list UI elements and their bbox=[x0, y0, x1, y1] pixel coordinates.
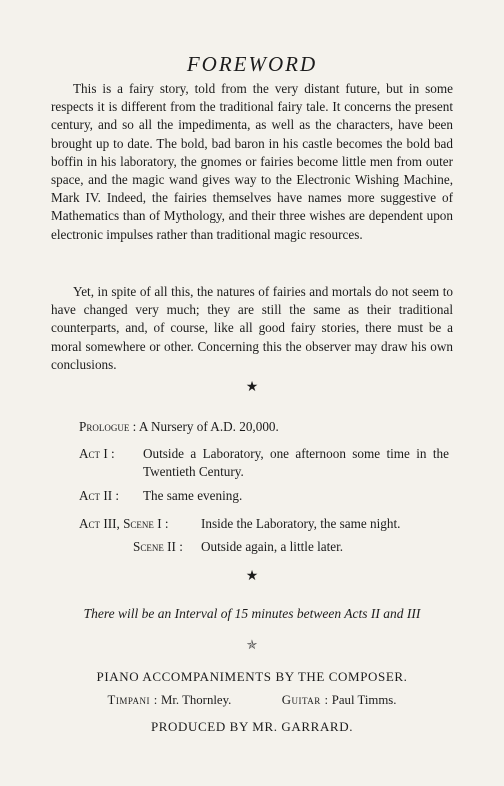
foreword-text-2: Yet, in spite of all this, the natures of fairies and mortals do not seem to have changed very much; they are still the same as their traditional counterparts, and, of course, like all good fairy stories, there must be a moral somewhere or other. Concerning this the observer may draw his own conclusions. bbox=[51, 284, 453, 372]
page-title: FOREWORD bbox=[186, 52, 318, 76]
guitar-label: Guitar : bbox=[281, 693, 329, 707]
foreword-text-1: This is a fairy story, told from the very distant future, but in some respects it is different from the traditional fairy tale. It concerns the present century, and so all the impedimenta, as well as the characters, have been brought up to date. The bold, bad baron in his castle becomes the bold bad boffin in his laboratory, the gnomes or fairies become little men from outer space, and the magic wand gives way to the Electronic Wishing Machine, Mark IV. Indeed, the fairies themselves have names more suggestive of Mathematics than of Mythology, and their three wishes are dependent upon electronic impulses rather than traditional magic resources. bbox=[51, 81, 453, 242]
producer-credit: PRODUCED BY MR. GARRARD. bbox=[150, 719, 354, 734]
act2-label: Act II : bbox=[79, 488, 120, 503]
interval-note: There will be an Interval of 15 minutes between Acts II and III bbox=[83, 606, 421, 621]
guitar-name: Paul Timms. bbox=[331, 693, 397, 707]
star-separator-3: ✯ bbox=[246, 637, 258, 652]
foreword-paragraph-2 bbox=[51, 283, 453, 374]
timpani-name: Mr. Thornley. bbox=[160, 693, 232, 707]
act1-label: Act I : bbox=[79, 446, 115, 461]
act2-text: The same evening. bbox=[143, 488, 243, 503]
act1-text: Outside a Laboratory, one afternoon some time in the Twentieth Century. bbox=[143, 446, 449, 479]
star-separator-2: ★ bbox=[245, 569, 259, 584]
act3-scene2-label: Scene II : bbox=[133, 539, 183, 554]
prologue-text: A Nursery of A.D. 20,000. bbox=[138, 419, 279, 434]
act3-scene1-label: Act III, Scene I : bbox=[79, 516, 169, 531]
timpani-label: Timpani : bbox=[107, 693, 158, 707]
prologue-row bbox=[79, 418, 279, 436]
musicians-credit-line bbox=[0, 693, 504, 708]
star-separator-1: ★ bbox=[245, 380, 259, 395]
prologue-label: Prologue : bbox=[79, 419, 137, 434]
act3-scene1-text: Inside the Laboratory, the same night. bbox=[201, 516, 401, 531]
piano-credit: PIANO ACCOMPANIMENTS BY THE COMPOSER. bbox=[96, 669, 408, 684]
act3-scene2-text: Outside again, a little later. bbox=[201, 539, 344, 554]
foreword-paragraph-1 bbox=[51, 80, 453, 244]
